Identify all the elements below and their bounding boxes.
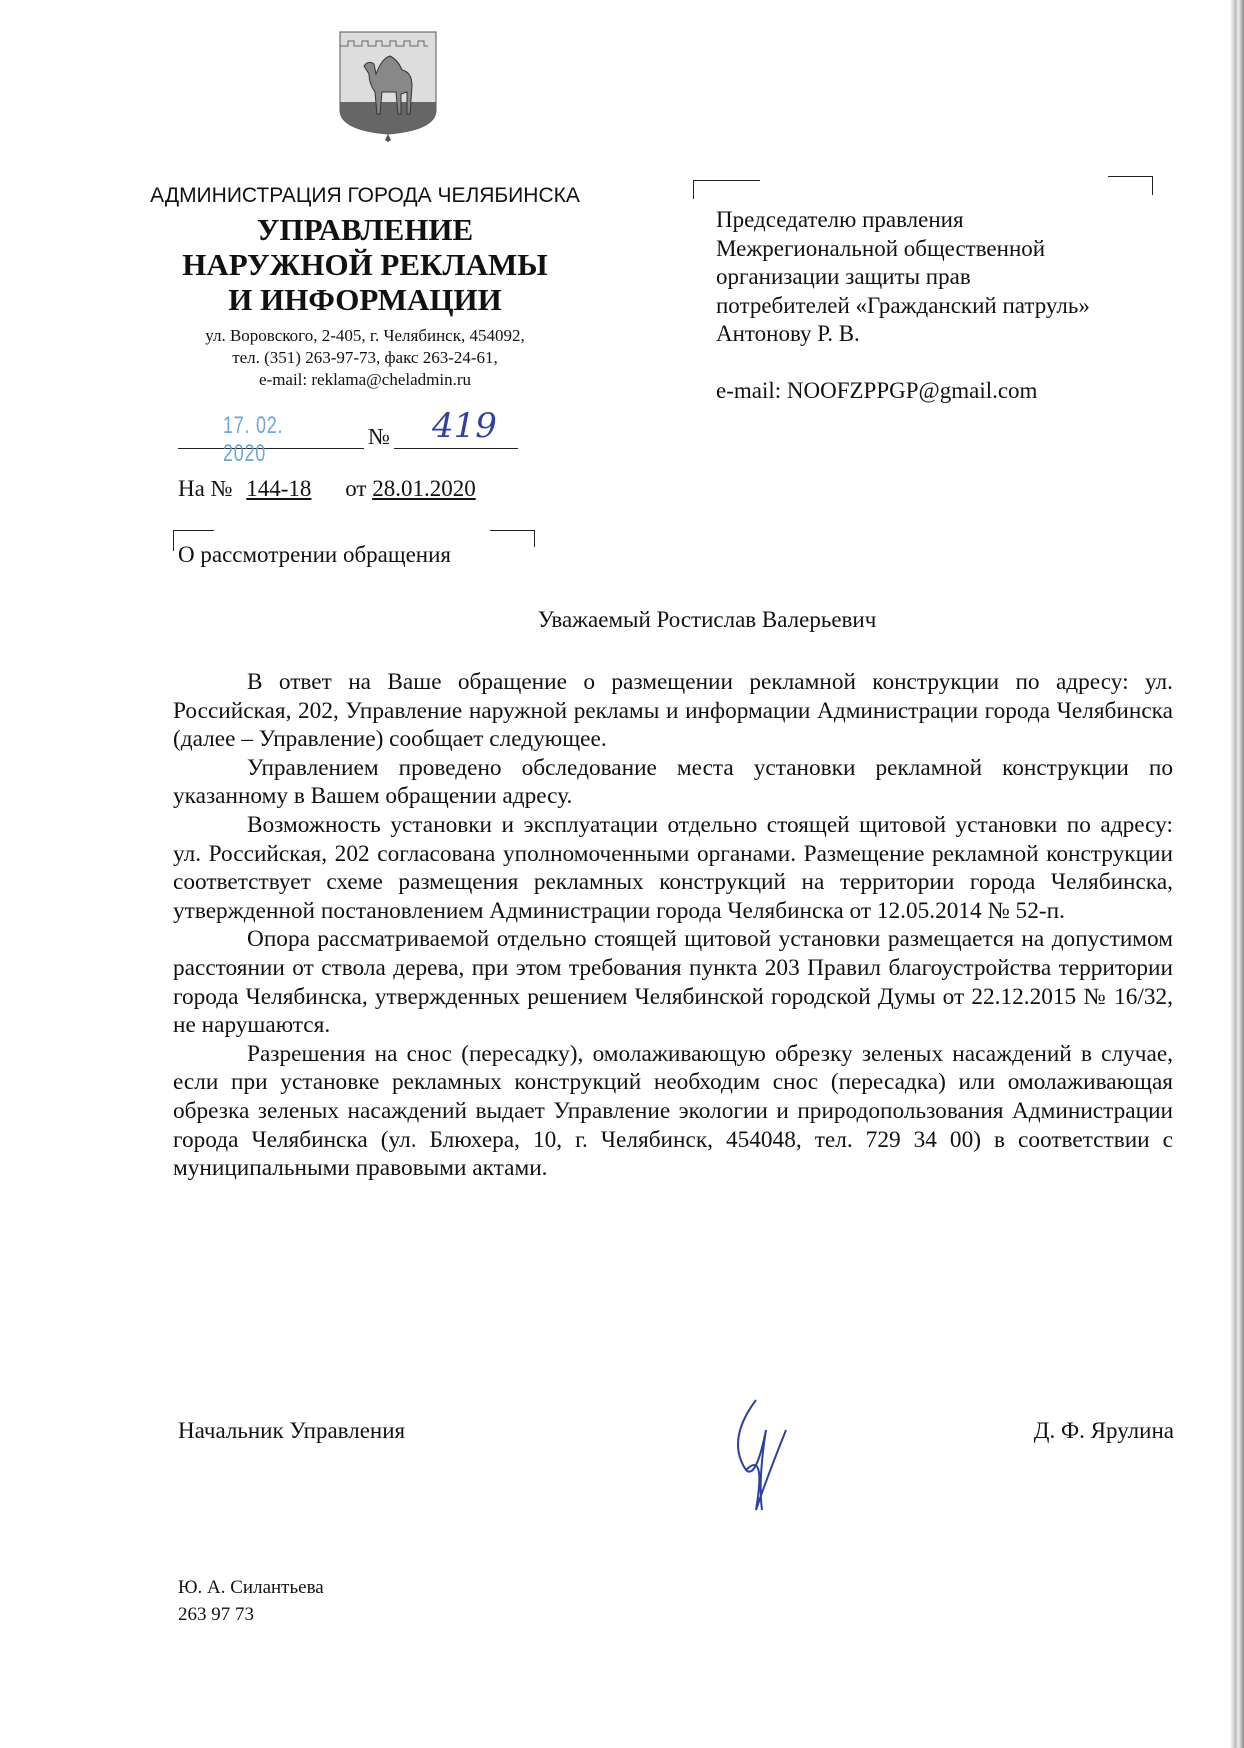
paragraph: Опора рассматриваемой отдельно стоящей щитовой установки размещается на допустимом расстоянии от ствола дерева, при этом требования пункта 203 Правил благоустройства территории города Челябинска, утвержденных решением Челябинской городской Думы от 22.12.2015 № 16/32, не нарушаются. <box>173 926 1173 1039</box>
scan-edge <box>1230 0 1244 1748</box>
salutation: Уважаемый Ростислав Валерьевич <box>537 607 877 632</box>
department-line: УПРАВЛЕНИЕ <box>256 212 474 247</box>
signatory-name: Д. Ф. Ярулина <box>1033 1418 1174 1443</box>
outgoing-date-field <box>178 412 364 467</box>
signatory-position: Начальник Управления <box>178 1418 406 1443</box>
outgoing-number-field <box>394 406 518 449</box>
executor-name: Ю. А. Силантьева <box>178 1577 324 1598</box>
bracket-corner <box>693 180 760 199</box>
department-line: НАРУЖНОЙ РЕКЛАМЫ <box>182 247 548 282</box>
recipient-email: e-mail: NOOFZPPGP@gmail.com <box>716 377 1038 403</box>
date-stamp: 17. 02. 2020 <box>223 412 284 467</box>
address: ул. Воровского, 2-405, г. Челябинск, 454092, <box>205 326 525 345</box>
phone: тел. (351) 263-97-73, факс 263-24-61, <box>232 348 498 367</box>
reply-label: На № <box>178 476 233 501</box>
subject: О рассмотрении обращения <box>178 542 451 567</box>
recipient-block <box>716 206 1186 405</box>
email: e-mail: reklama@cheladmin.ru <box>258 370 471 389</box>
recipient-line: Межрегиональной общественной <box>716 235 1046 261</box>
city-coat-of-arms <box>338 30 438 142</box>
recipient-line: Антонову Р. В. <box>716 321 860 346</box>
recipient-line: потребителей «Гражданский патруль» <box>716 292 1090 318</box>
paragraph: В ответ на Ваше обращение о размещении рекламной конструкции по адресу: ул. Российская, 202, Управление наружной рекламы и информации Администрации города Челябинска (далее – Управление) сообщает следующее. <box>173 669 1173 753</box>
paragraph: Управлением проведено обследование места установки рекламной конструкции по указанному в Вашем обращении адресу. <box>173 754 1173 810</box>
recipient-line: Председателю правления <box>716 207 964 232</box>
reply-date: 28.01.2020 <box>372 476 476 501</box>
paragraph: Разрешения на снос (пересадку), омолаживающую обрезку зеленых насаждений в случае, если при установке рекламных конструкций необходим снос (пересадка) или омолаживающая обрезка зеленых насаждений выдает Управление экологии и природопользования Администрации города Челябинска (ул. Блюхера, 10, г. Челябинск, 454048, тел. 729 34 00) в соответствии с муниципальными правовыми актами. <box>173 1040 1173 1182</box>
recipient-line: организации защиты прав <box>716 264 971 289</box>
executor-block <box>178 1574 324 1628</box>
administration-name: АДМИНИСТРАЦИЯ ГОРОДА ЧЕЛЯБИНСКА <box>150 184 580 207</box>
handwritten-signature <box>716 1390 796 1530</box>
letter-body <box>173 668 1173 1183</box>
department-name <box>150 212 580 317</box>
from-label: от <box>345 476 367 501</box>
reply-number: 144-18 <box>246 476 312 501</box>
bracket-corner <box>490 530 535 547</box>
executor-phone: 263 97 73 <box>178 1604 254 1625</box>
number-label: № <box>368 424 390 449</box>
paragraph: Возможность установки и эксплуатации отдельно стоящей щитовой установки по адресу: ул. Российская, 202 согласована уполномоченными органами. Размещение рекламной конструкции соответствует схеме размещения рекламных конструкций на территории города Челябинска, утвержденной постановлением Администрации города Челябинска от 12.05.2014 № 52-п. <box>173 811 1173 924</box>
reply-reference <box>178 476 476 502</box>
department-contacts <box>150 325 580 391</box>
bracket-corner <box>1108 176 1153 195</box>
department-line: И ИНФОРМАЦИИ <box>228 282 502 317</box>
handwritten-number: 419 <box>432 406 497 446</box>
